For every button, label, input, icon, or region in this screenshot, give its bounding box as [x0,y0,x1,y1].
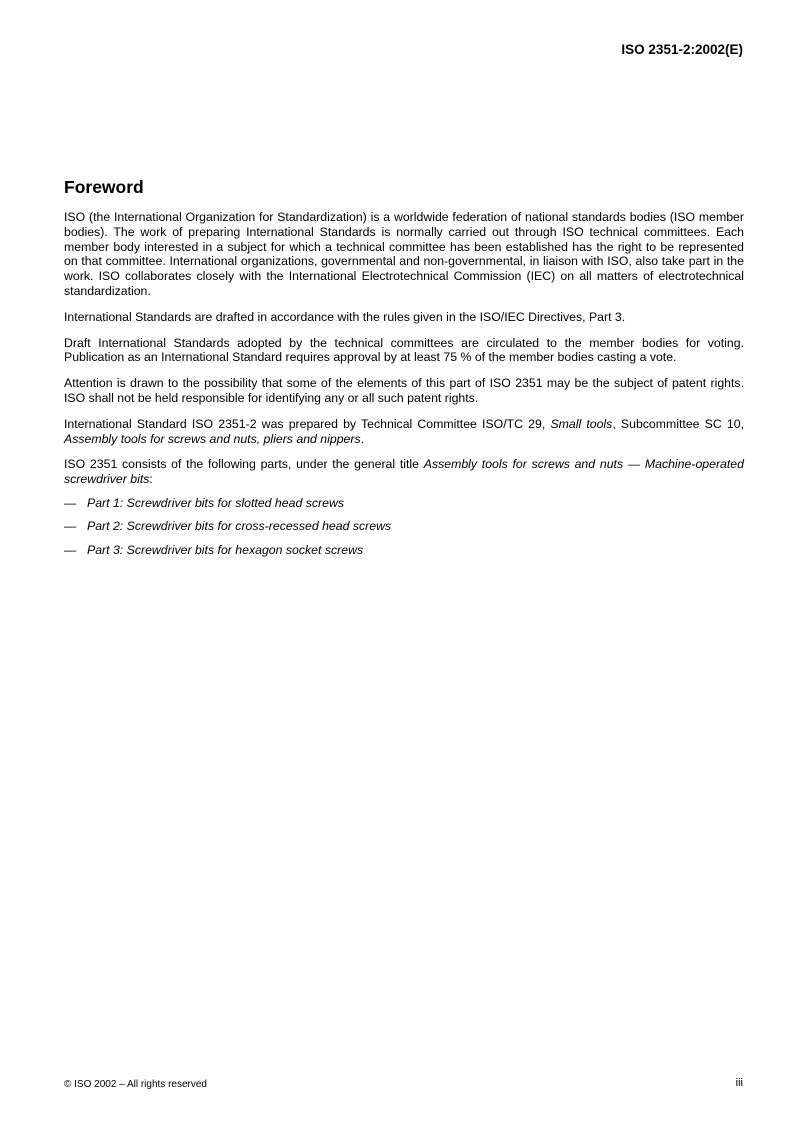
part-title: Part 1: Screwdriver bits for slotted head screws [87,495,344,510]
list-item [64,543,744,558]
text-run: International Standard ISO 2351-2 was prepared by Technical Committee ISO/TC 29, [64,416,551,431]
list-item [64,496,744,511]
parts-list [64,496,744,557]
copyright-notice: © ISO 2002 – All rights reserved [64,1079,207,1090]
text-run: , Subcommittee SC 10, [612,416,744,431]
general-title: Assembly tools for screws and nuts — Machine-operated screwdriver bits [64,457,744,487]
paragraph-directives: International Standards are drafted in accordance with the rules given in the ISO/IEC Directives, Part 3. [64,309,626,324]
dash-bullet: — [64,495,77,510]
paragraph-prepared-by [64,417,744,447]
list-item [64,519,744,534]
page-title: Foreword [64,177,144,197]
text-run: ISO 2351 consists of the following parts, under the general title [64,457,424,472]
dash-bullet: — [64,519,77,534]
text-run: : [149,472,153,487]
text-run: . [360,431,365,446]
part-title: Part 3: Screwdriver bits for hexagon socket screws [87,542,364,557]
paragraph-voting: Draft International Standards adopted by the technical committees are circulated to the member bodies for voting. Publication as an International Standard requires approval by at least 75 % of the member bodies casting a vote. [64,335,744,365]
foreword-section [64,176,744,566]
document-reference: ISO 2351-2:2002(E) [621,42,743,57]
paragraph-parts-intro [64,457,744,487]
paragraph-iso-intro: ISO (the International Organization for Standardization) is a worldwide federation of national standards bodies (ISO member bodies). The work of preparing International Standards is normally carried out through ISO technical committees. Each member body interested in a subject for which a technical committee has been established has the right to be represented on that committee. International organizations, governmental and non-governmental, in liaison with ISO, also take part in the work. ISO collaborates closely with the International Electrotechnical Commission (IEC) on all matters of electrotechnical standardization. [64,210,744,298]
part-title: Part 2: Screwdriver bits for cross-recessed head screws [87,519,392,534]
paragraph-patent: Attention is drawn to the possibility that some of the elements of this part of ISO 2351 may be the subject of patent rights. ISO shall not be held responsible for identifying any or all such patent rights. [64,376,744,405]
page-number: iii [735,1077,743,1089]
committee-title: Small tools [550,416,613,431]
subcommittee-title: Assembly tools for screws and nuts, pliers and nippers [64,431,361,446]
dash-bullet: — [64,542,77,557]
